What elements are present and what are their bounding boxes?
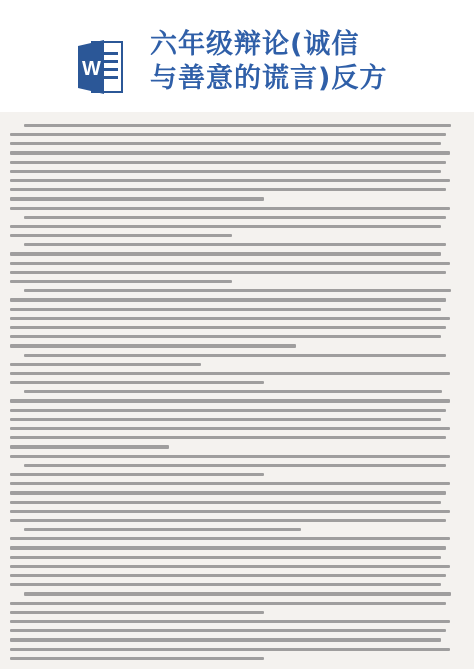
document-text-line [10, 416, 464, 423]
text-line-bar [10, 317, 450, 320]
document-text-line [10, 535, 464, 542]
text-line-bar [10, 372, 450, 375]
document-text-line [10, 444, 464, 451]
text-line-bar [24, 216, 446, 219]
text-line-bar [10, 179, 450, 182]
document-text-line [10, 499, 464, 506]
document-text-line [10, 186, 464, 193]
document-text-line [10, 343, 464, 350]
text-line-bar [10, 482, 450, 485]
document-text-line [10, 205, 464, 212]
text-line-bar [10, 280, 232, 283]
document-text-line [10, 453, 464, 460]
document-text-line [10, 177, 464, 184]
document-text-line [10, 168, 464, 175]
document-text-line [10, 637, 464, 644]
document-text-line [10, 581, 464, 588]
document-text-line [10, 352, 464, 359]
text-line-bar [10, 418, 441, 421]
document-body [10, 122, 464, 662]
document-text-line [10, 223, 464, 230]
word-document-icon [78, 38, 124, 96]
text-line-bar [24, 464, 446, 467]
title-line-1: 六年级辩论(诚信 [150, 29, 360, 60]
text-line-bar [10, 519, 446, 522]
svg-text:W: W [82, 58, 101, 80]
title-line-2: 与善意的谎言)反方 [150, 63, 388, 94]
text-line-bar [10, 133, 446, 136]
text-line-bar [10, 197, 264, 200]
document-text-line [10, 618, 464, 625]
text-line-bar [10, 602, 446, 605]
document-text-line [10, 196, 464, 203]
document-text-line [10, 627, 464, 634]
text-line-bar [10, 381, 264, 384]
document-text-line [10, 370, 464, 377]
document-text-line [10, 333, 464, 340]
document-text-line [10, 398, 464, 405]
text-line-bar [10, 657, 264, 660]
text-line-bar [10, 262, 450, 265]
text-line-bar [10, 234, 232, 237]
text-line-bar [10, 583, 441, 586]
document-text-line [10, 591, 464, 598]
document-text-line [10, 480, 464, 487]
page-title [150, 28, 460, 96]
document-text-line [10, 388, 464, 395]
text-line-bar [10, 491, 446, 494]
document-text-line [10, 434, 464, 441]
text-line-bar [10, 363, 201, 366]
page-header [0, 0, 474, 110]
text-line-bar [10, 638, 441, 641]
document-text-line [10, 407, 464, 414]
text-line-bar [10, 207, 450, 210]
document-text-line [10, 159, 464, 166]
text-line-bar [10, 546, 446, 549]
text-line-bar [10, 648, 450, 651]
text-line-bar [10, 142, 441, 145]
document-text-line [10, 471, 464, 478]
document-text-line [10, 251, 464, 258]
text-line-bar [10, 252, 441, 255]
text-line-bar [10, 629, 446, 632]
document-text-line [10, 508, 464, 515]
text-line-bar [10, 620, 450, 623]
document-text-line [10, 554, 464, 561]
document-text-line [10, 324, 464, 331]
document-text-line [10, 150, 464, 157]
document-text-line [10, 315, 464, 322]
document-text-line [10, 232, 464, 239]
document-text-line [10, 600, 464, 607]
document-text-line [10, 563, 464, 570]
document-text-line [10, 490, 464, 497]
text-line-bar [10, 409, 446, 412]
text-line-bar [10, 298, 446, 301]
document-text-line [10, 462, 464, 469]
document-text-line [10, 609, 464, 616]
document-text-line [10, 361, 464, 368]
text-line-bar [24, 289, 451, 292]
document-text-line [10, 269, 464, 276]
text-line-bar [10, 308, 441, 311]
text-line-bar [10, 445, 169, 448]
text-line-bar [10, 225, 441, 228]
document-text-line [10, 241, 464, 248]
text-line-bar [10, 344, 296, 347]
text-line-bar [24, 390, 442, 393]
document-preview [0, 112, 474, 669]
document-text-line [10, 306, 464, 313]
document-text-line [10, 517, 464, 524]
text-line-bar [10, 510, 450, 513]
document-text-line [10, 545, 464, 552]
text-line-bar [10, 170, 441, 173]
text-line-bar [10, 399, 450, 402]
text-line-bar [10, 537, 450, 540]
text-line-bar [10, 473, 264, 476]
document-text-line [10, 297, 464, 304]
text-line-bar [10, 455, 450, 458]
document-text-line [10, 260, 464, 267]
document-text-line [10, 379, 464, 386]
document-text-line [10, 526, 464, 533]
text-line-bar [10, 427, 450, 430]
document-text-line [10, 131, 464, 138]
text-line-bar [24, 243, 446, 246]
text-line-bar [10, 335, 441, 338]
text-line-bar [10, 565, 450, 568]
document-text-line [10, 287, 464, 294]
document-text-line [10, 214, 464, 221]
text-line-bar [24, 528, 301, 531]
document-text-line [10, 140, 464, 147]
text-line-bar [10, 436, 446, 439]
text-line-bar [10, 501, 441, 504]
text-line-bar [24, 354, 446, 357]
text-line-bar [24, 592, 451, 595]
document-text-line [10, 278, 464, 285]
text-line-bar [10, 556, 441, 559]
text-line-bar [10, 611, 264, 614]
document-text-line [10, 572, 464, 579]
text-line-bar [10, 161, 446, 164]
text-line-bar [10, 151, 450, 154]
document-text-line [10, 425, 464, 432]
document-text-line [10, 122, 464, 129]
document-text-line [10, 646, 464, 653]
text-line-bar [10, 271, 446, 274]
document-text-line [10, 655, 464, 662]
text-line-bar [24, 124, 451, 127]
text-line-bar [10, 326, 446, 329]
text-line-bar [10, 188, 446, 191]
text-line-bar [10, 574, 446, 577]
